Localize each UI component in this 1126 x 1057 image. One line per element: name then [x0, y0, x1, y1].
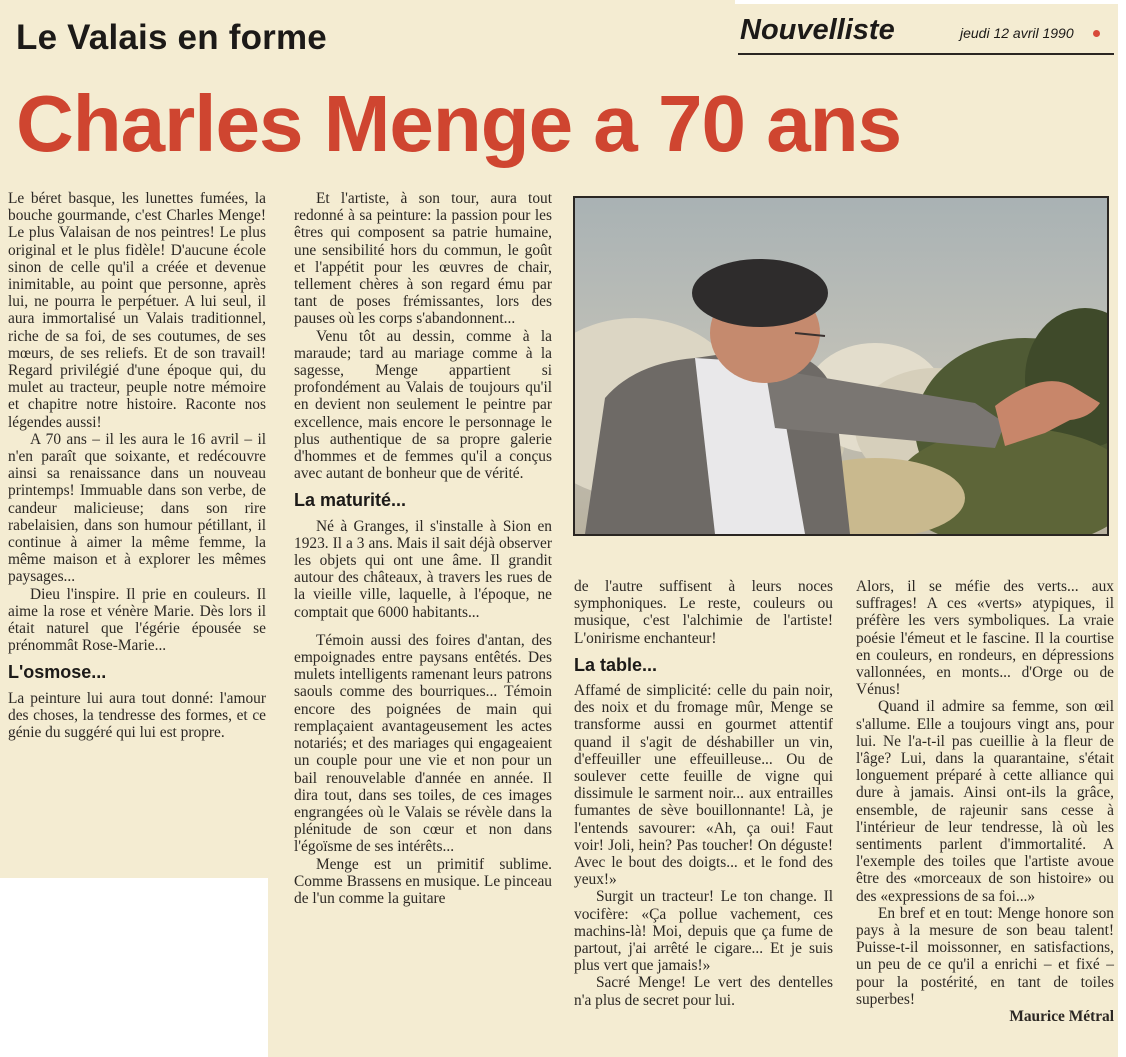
paragraph: A 70 ans – il les aura le 16 avril – il n'en paraît que soixante, et redécouvre ainsi sa renaissance dans un nouveau printemps! Immuable dans son verbe, de candeur malicieuse; dans son rire rabelaisien, dans son humour pétillant, il continue à aimer la même femme, la même maison et à explorer les mêmes paysages... — [8, 430, 266, 586]
paragraph: Venu tôt au dessin, comme à la maraude; tard au mariage comme à la sagesse, Menge appartient si profondément au Valais de toujours qu'il en devient non seulement le peintre par excellence, mais encore le personnage le plus authentique de sa propre galerie d'hommes et de femmes qu'il a conçus avec autant de bonheur que de vérité. — [294, 327, 552, 483]
paragraph: En bref et en tout: Menge honore son pays à la mesure de son beau talent! Puisse-t-il moissonner, en satisfactions, un peu de ce qu'il a enrichi – et fixé – pour la postérité, en tant de toiles superbes! — [856, 904, 1114, 1008]
clipping-cutout — [0, 878, 268, 1057]
paragraph: Dieu l'inspire. Il prie en couleurs. Il aime la rose et vénère Marie. Dès lors il était naturel que l'égérie épousée se prénommât Rose-Marie... — [8, 585, 266, 655]
section-kicker: Le Valais en forme — [16, 18, 327, 57]
article-column-3 — [574, 578, 833, 1009]
photo-image — [575, 198, 1107, 534]
masthead-rule — [738, 53, 1114, 55]
paragraph: Menge est un primitif sublime. Comme Brassens en musique. Le pinceau de l'un comme la guitare — [294, 855, 552, 907]
paragraph: Né à Granges, il s'installe à Sion en 1923. Il a 3 ans. Mais il sait déjà observer les objets qui ont une âme. Il grandit autour des châteaux, à travers les rues de la vieille ville, laquelle, à l'époque, ne comptait que 6000 habitants... — [294, 517, 552, 621]
paragraph: Et l'artiste, à son tour, aura tout redonné à sa peinture: la passion pour les êtres qui composent sa patrie humaine, une sensibilité hors du commun, le goût et l'appétit pour les œuvres de chair, tellement chères à son regard ému par tant de poses frémissantes, lors des pauses où les corps s'abandonnent... — [294, 190, 552, 328]
paragraph: de l'autre suffisent à leurs noces symphoniques. Le reste, couleurs ou musique, c'est l'alchimie de l'artiste! L'onirisme enchanteur! — [574, 578, 833, 647]
paragraph: Témoin aussi des foires d'antan, des empoignades entre paysans entêtés. Des mulets intelligents ramenant leurs patrons saouls comme des bourriques... Témoin encore des poignées de main qui remplaçaient avantageusement les actes notariés; et des mariages qui engageaient un couple pour une vie et non pour un bail renouvelable d'année en année. Il dira tout, dans ses toiles, de ces images engrangées où le Valais se révèle dans la plénitude de son cœur et non dans l'égoïsme de ses intérêts... — [294, 631, 552, 856]
subhead-maturite: La maturité... — [294, 490, 407, 511]
headline: Charles Menge a 70 ans — [16, 79, 902, 168]
page-margin — [1118, 0, 1126, 1057]
author-byline: Maurice Métral — [1009, 1008, 1114, 1026]
paragraph: Affamé de simplicité: celle du pain noir, des noix et du fromage mûr, Menge se transforme aussi en gourmet attentif quand il s'agit de déshabiller un vin, d'effeuiller une effeuilleuse... Ou de soulever cette feuille de vigne qui dissimule le sarment noir... aux entrailles fumantes de sève bouillonnante! Là, je l'entends savourer: «Ah, ça oui! Faut voir! Joli, hein? Pas toucher! On déguste! Avec le bout des doigts... et le fond des yeux!» — [574, 682, 833, 889]
masthead-logo: Nouvelliste — [740, 14, 895, 46]
red-dot-icon — [1093, 30, 1100, 37]
paragraph: Sacré Menge! Le vert des dentelles n'a plus de secret pour lui. — [574, 974, 833, 1009]
paragraph: Le béret basque, les lunettes fumées, la bouche gourmande, c'est Charles Menge! Le plus Valaisan de nos peintres! Le plus original et le plus fidèle! D'aucune école sinon de celle qu'il a créée et devenue inimitable, au point que personne, après lui, ne pourra le perpétuer. A lui seul, il aura immortalisé un Valais traditionnel, riche de sa foi, de ses coutumes, de ses mœurs, de ses reliefs. Et de son travail! Regard privilégié d'une époque qui, du mulet au tracteur, peuple notre mémoire et chapitre notre histoire. Raconte nos légendes aussi! — [8, 190, 266, 431]
paragraph: La peinture lui aura tout donné: l'amour des choses, la tendresse des formes, et ce génie du suggéré qui lui est propre. — [8, 689, 266, 742]
article-column-4 — [856, 578, 1114, 1025]
article-column-1 — [8, 190, 266, 741]
paragraph: Quand il admire sa femme, son œil s'allume. Elle a toujours vingt ans, pour lui. Ne l'a-t-il pas cueillie à la fleur de l'âge? Lui, dans la quarantaine, s'était longuement préparé à cette alliance qui dure à jamais. Ainsi ont-ils la grâce, ensemble, de rajeunir sans cesse à l'intérieur de leur tendresse, là où les sentiments parlent d'immortalité. A l'exemple des toiles que l'artiste avoue être des «morceaux de son histoire» ou des «expressions de sa foi...» — [856, 698, 1114, 905]
issue-date: jeudi 12 avril 1990 — [960, 25, 1074, 41]
subhead-osmose: L'osmose... — [8, 662, 107, 683]
paragraph: Alors, il se méfie des verts... aux suffrages! A ces «verts» atypiques, il préfère les vers symboliques. La vraie poésie l'émeut et le fascine. Il la courtise en couleurs, en rondeurs, en dépressions vallonnées, en monts... d'Orge ou de Vénus! — [856, 578, 1114, 699]
subhead-table: La table... — [574, 654, 658, 675]
article-column-2 — [294, 190, 552, 907]
page-margin-top — [735, 0, 1126, 4]
portrait-photo — [573, 196, 1109, 536]
paragraph: Surgit un tracteur! Le ton change. Il vocifère: «Ça pollue vachement, ces machins-là! Moi, depuis que ça fume de partout, j'ai arrêté le cigare... Et je suis plus vert que jamais!» — [574, 888, 833, 975]
